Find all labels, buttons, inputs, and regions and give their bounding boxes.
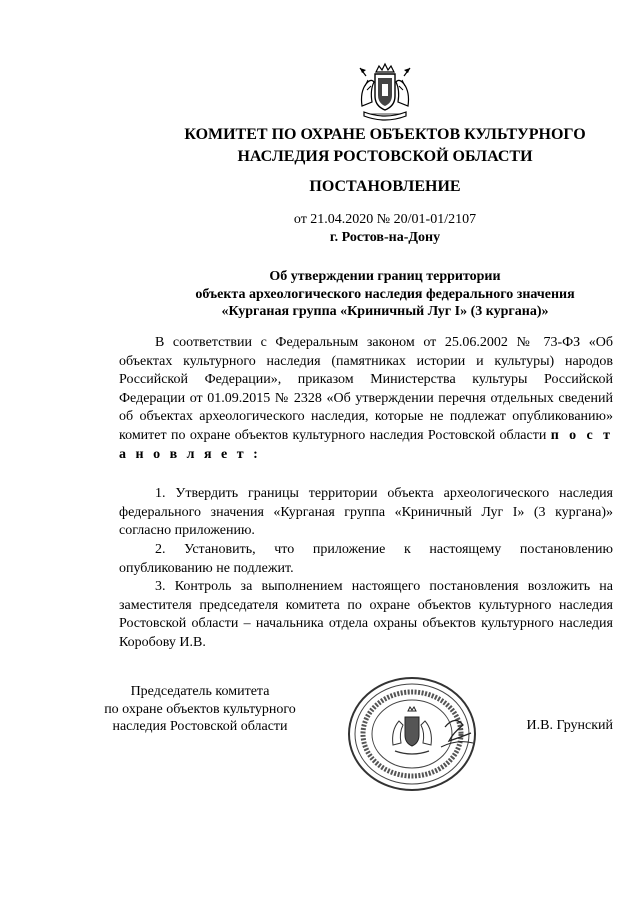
document-subject	[120, 268, 640, 321]
decree-item-2: 2. Установить, что приложение к настоящему постановлению опубликованию не подлежит.	[119, 541, 613, 576]
preamble-text: В соответствии с Федеральным законом от 25.06.2002 № 73-ФЗ «Об объектах культурного наследия (памятниках истории и культуры) народов Российской Федерации», приказом Министерства культуры Российской Федерации от 01.09.2015 № 2328 «Об утверждении перечня отдельных сведений об объектах археологического наследия, которые не подлежат опубликованию» комитет по охране объектов культурного наследия Ростовской области	[119, 335, 613, 443]
committee-name-line2: НАСЛЕДИЯ РОСТОВСКОЙ ОБЛАСТИ	[237, 148, 533, 165]
subject-line2: объекта археологического наследия федерального значения	[195, 286, 575, 302]
document-city: г. Ростов-на-Дону	[329, 230, 441, 245]
subject-line3: «Курганая группа «Криничный Луг I» (3 кургана)»	[221, 304, 549, 319]
document-date-number: от 21.04.2020 № 20/01-01/2107	[293, 212, 477, 227]
document-type: ПОСТАНОВЛЕНИЕ	[309, 178, 461, 195]
signer-name: И.В. Грунский	[526, 718, 613, 733]
subject-line1: Об утверждении границ территории	[269, 269, 501, 284]
committee-name	[120, 124, 640, 168]
signer-title-line3: наследия Ростовской области	[112, 719, 288, 734]
document-body	[119, 334, 613, 653]
signer-title	[82, 683, 318, 736]
decree-item-1: 1. Утвердить границы территории объекта археологического наследия федерального значения «Курганая группа «Криничный Луг I» (3 кургана)» согласно приложению.	[119, 486, 613, 539]
decree-item-3: 3. Контроль за выполнением настоящего постановления возложить на заместителя председателя комитета по охране объектов культурного наследия Ростовской области – начальника отдела охраны объектов культурного наследия Коробову И.В.	[119, 579, 613, 650]
preamble-paragraph	[119, 334, 613, 464]
signer-title-line1: Председатель комитета	[130, 684, 270, 699]
decree-word: п о с т а н о в л я е т :	[119, 427, 613, 462]
official-seal-icon	[345, 675, 480, 793]
committee-name-line1: КОМИТЕТ ПО ОХРАНЕ ОБЪЕКТОВ КУЛЬТУРНОГО	[184, 126, 586, 143]
signer-title-line2: по охране объектов культурного	[104, 701, 296, 717]
coat-of-arms-icon	[356, 62, 414, 124]
